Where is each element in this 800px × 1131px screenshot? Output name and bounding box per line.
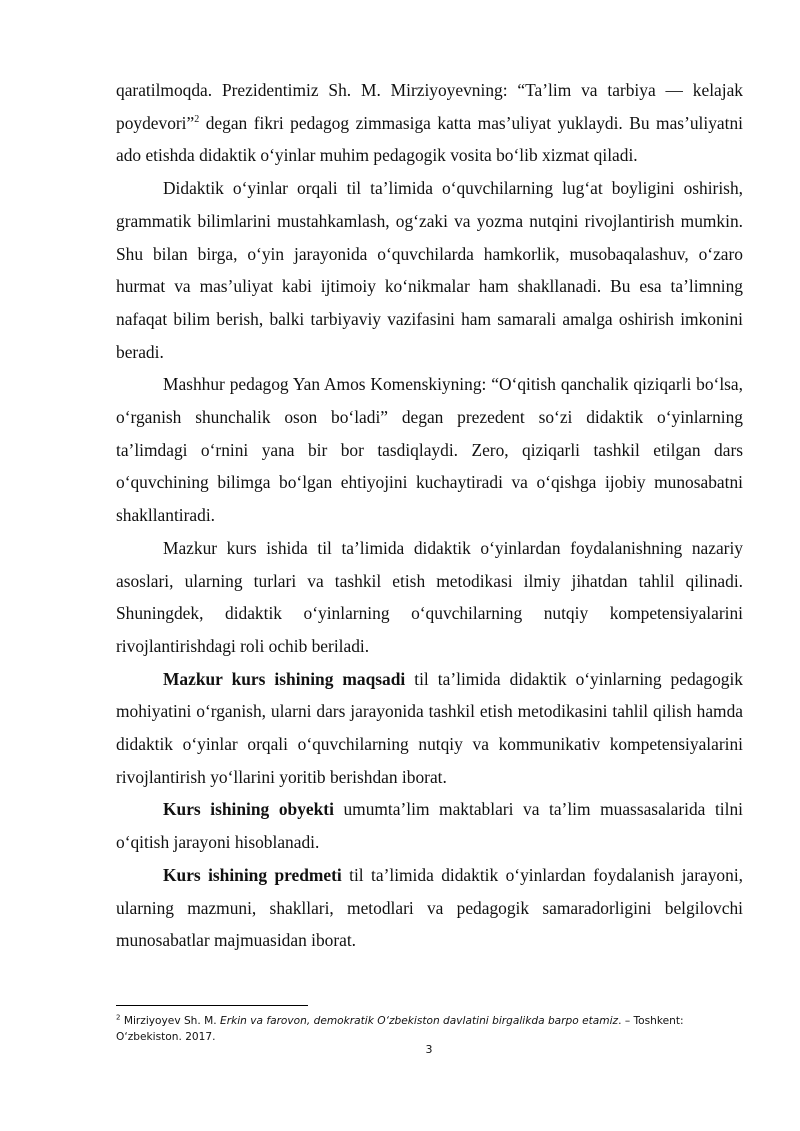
paragraph-5-aim [116,663,743,794]
paragraph-3: Mashhur pedagog Yan Amos Komenskiyning: “O‘qitish qanchalik qiziqarli bo‘lsa, o‘rganish shunchalik oson bo‘ladi” degan prezedent so‘zi didaktik o‘yinlarning ta’limdagi o‘rnini yana bir bor tasdiqlaydi. Zero, qiziqarli tashkil etilgan dars o‘quvchining bilimga bo‘lgan ehtiyojini kuchaytiradi va o‘qishga ijobiy munosabatni shakllantiradi. [116,374,743,526]
footnote-author: Mirziyoyev Sh. M. [120,1015,221,1027]
footnote-separator [116,1005,308,1006]
paragraph-1 [116,74,743,172]
aim-text: til ta’limida didaktik o‘yinlarning pedagogik mohiyatini o‘rganish, ularni dars jarayonida tashkil etish metodikasini tahlil qilish hamda didaktik o‘yinlar orqali o‘quvchilarning nutqiy va kommunikativ kompetensiyalarini rivojlantirish yo‘llarini yoritib berishdan iborat. [116,668,743,787]
aim-heading: Mazkur kurs ishining maqsadi [163,668,406,689]
object-text: umumta’lim maktablari va ta’lim muassasalarida tilni o‘qitish jarayoni hisoblanadi. [116,799,743,853]
paragraph-1-text-a: qaratilmoqda. Prezidentimiz Sh. M. Mirziyoyevning: “Ta’lim va tarbiya — kelajak poydevori” [116,80,743,133]
page-number: 3 [425,1043,433,1056]
footnote-number: 2 [116,1013,121,1022]
paragraph-4: Mazkur kurs ishida til ta’limida didaktik o‘yinlardan foydalanishning nazariy asoslari, ularning turlari va tashkil etish metodikasi ilmiy jihatdan tahlil qilinadi. Shuningdek, didaktik o‘yinlarning o‘quvchilarning nutqiy kompetensiyalarini rivojlantirishdagi roli ochib beriladi. [116,537,743,656]
footnote [116,1014,743,1045]
paragraph-7-subject [116,859,743,957]
footnote-reference[interactable]: 2 [194,113,200,125]
object-heading: Kurs ishining obyekti [163,799,334,820]
footnote-title: Erkin va farovon, demokratik O‘zbekiston davlatini birgalikda barpo etamiz [220,1015,619,1027]
paragraph-1-text-b: degan fikri pedagog zimmasiga katta mas’uliyat yuklaydi. Bu mas’uliyatni ado etishda didaktik o‘yinlar muhim pedagogik vosita bo‘lib xizmat qiladi. [116,112,743,166]
footnote-publication: . – Toshkent: O‘zbekiston. 2017. [116,1015,684,1043]
paragraph-2: Didaktik o‘yinlar orqali til ta’limida o‘quvchilarning lug‘at boyligini oshirish, grammatik bilimlarini mustahkamlash, og‘zaki va yozma nutqini rivojlantirish mumkin. Shu bilan birga, o‘yin jarayonida o‘quvchilarda hamkorlik, musobaqalashuv, o‘zaro hurmat va mas’uliyat kabi ijtimoiy ko‘nikmalar ham shakllanadi. Bu esa ta’limning nafaqat bilim berish, balki tarbiyaviy vazifasini ham samarali amalga oshirish imkonini beradi. [116,178,743,362]
subject-text: til ta’limida didaktik o‘yinlardan foydalanish jarayoni, ularning mazmuni, shakllari, metodlari va pedagogik samaradorligini belgilovchi munosabatlar majmuasidan iborat. [116,864,743,951]
body-text [116,74,743,957]
subject-heading: Kurs ishining predmeti [163,864,342,885]
paragraph-6-object [116,793,743,858]
